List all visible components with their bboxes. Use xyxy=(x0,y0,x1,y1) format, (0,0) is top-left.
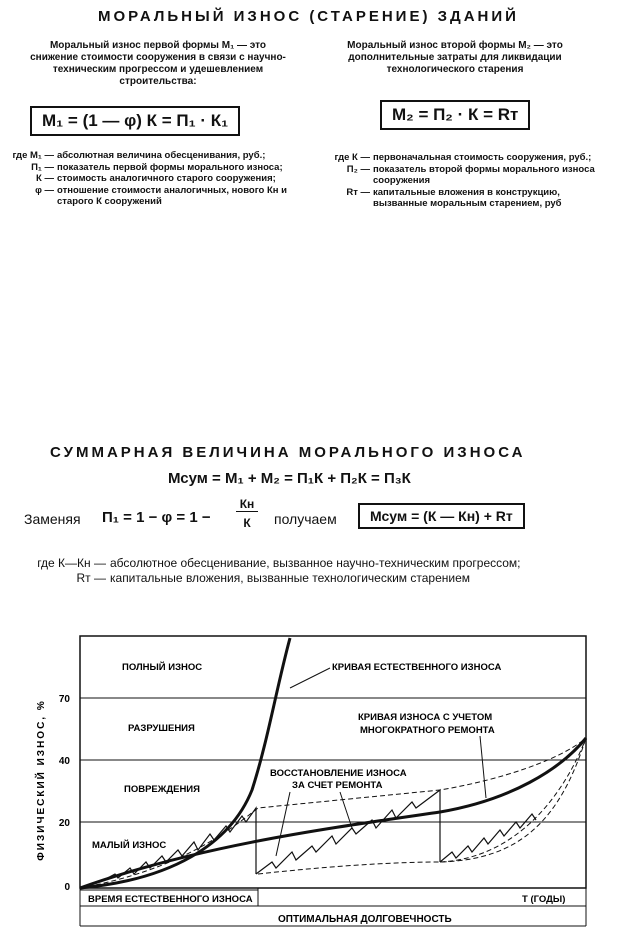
ytick-70: 70 xyxy=(58,694,70,705)
natural-curve-pointer xyxy=(290,668,330,688)
restore-pointer-2 xyxy=(340,792,352,828)
restore-pointer-1 xyxy=(276,792,290,856)
y-axis-label: ФИЗИЧЕСКИЙ ИЗНОС, % xyxy=(36,699,47,861)
legend-text: показатель второй формы морального износа сооружения xyxy=(373,163,595,186)
frac-denominator: К xyxy=(243,516,251,530)
legend-symbol: φ — xyxy=(35,184,54,196)
section2-title: СУММАРНАЯ ВЕЛИЧИНА МОРАЛЬНОГО ИЗНОСА xyxy=(50,444,526,461)
legend-text: первоначальная стоимость сооружения, руб.; xyxy=(373,152,592,163)
sum-formula: Мсум = М₁ + М₂ = П₁К + П₂К = П₃К xyxy=(168,470,411,487)
zone-small: МАЛЫЙ ИЗНОС xyxy=(92,840,167,851)
legend-symbol: П₂ — xyxy=(346,163,370,175)
zone-damage: ПОВРЕЖДЕНИЯ xyxy=(124,784,200,795)
x-axis-label: Т (ГОДЫ) xyxy=(522,894,566,905)
result-formula: Мсум = (К — Кн) + Rт xyxy=(358,503,525,529)
legend-symbol: где К — xyxy=(334,152,370,163)
frac-numerator: Кн xyxy=(236,497,258,512)
left-legend xyxy=(8,150,298,208)
left-formula: М₁ = (1 — φ) К = П₁ · К₁ xyxy=(30,106,240,136)
repair-curve-label-2: МНОГОКРАТНОГО РЕМОНТА xyxy=(360,725,495,736)
legend-text: абсолютная величина обесценивания, руб.; xyxy=(57,150,266,161)
section1-title: МОРАЛЬНЫЙ ИЗНОС (СТАРЕНИЕ) ЗДАНИЙ xyxy=(98,8,519,25)
right-legend xyxy=(322,152,602,210)
left-paragraph: Моральный износ первой формы М₁ — это снижение стоимости сооружения в связи с научно-техническим прогрессом и удешевлением строительства: xyxy=(30,40,286,87)
legend-symbol: К — xyxy=(36,173,54,184)
legend-symbol: Rт — xyxy=(346,186,370,198)
ytick-40: 40 xyxy=(58,756,70,767)
replacing-label: Заменяя xyxy=(24,511,81,527)
legend-symbol: Rт — xyxy=(76,571,106,585)
replace-formula: П₁ = 1 − φ = 1 − xyxy=(102,509,211,526)
legend-symbol: П₁ — xyxy=(31,161,54,173)
legend-text: стоимость аналогичного старого сооружения; xyxy=(57,173,276,184)
right-paragraph: Моральный износ второй формы М₂ — это дополнительные затраты для ликвидации технологического старения xyxy=(347,40,563,75)
repair-curve-label-1: КРИВАЯ ИЗНОСА С УЧЕТОМ xyxy=(358,712,493,723)
legend-symbol: где К—Кн — xyxy=(37,556,106,570)
natural-curve-label: КРИВАЯ ЕСТЕСТВЕННОГО ИЗНОСА xyxy=(332,662,502,673)
zigzag-segment-2 xyxy=(256,790,440,874)
legend-text: показатель первой формы морального износа; xyxy=(57,161,283,173)
wear-chart xyxy=(0,630,619,936)
obtaining-label: получаем xyxy=(274,511,337,527)
restore-label-2: ЗА СЧЕТ РЕМОНТА xyxy=(292,780,383,791)
legend-text: капитальные вложения, вызванные технологическим старением xyxy=(110,571,471,585)
right-formula: М₂ = П₂ · К = Rт xyxy=(380,100,530,130)
envelope-tail xyxy=(440,738,586,862)
zone-destruction: РАЗРУШЕНИЯ xyxy=(128,723,195,734)
legend-symbol: где М₁ — xyxy=(12,150,54,161)
zigzag-segment-3 xyxy=(440,814,536,862)
legend-text: капитальные вложения в конструкцию, вызванные моральным старением, руб xyxy=(373,186,562,209)
legend-text: абсолютное обесценивание, вызванное научно-техническим прогрессом; xyxy=(110,556,521,570)
ytick-0: 0 xyxy=(64,882,70,893)
repair-curve-pointer xyxy=(480,736,486,798)
ytick-20: 20 xyxy=(58,818,70,829)
restore-label-1: ВОССТАНОВЛЕНИЕ ИЗНОСА xyxy=(270,768,407,779)
lower-envelope xyxy=(258,738,586,874)
legend-text: отношение стоимости аналогичных, нового Кн и старого К сооружений xyxy=(57,184,288,207)
section2-legend xyxy=(6,556,606,586)
optimal-label: ОПТИМАЛЬНАЯ ДОЛГОВЕЧНОСТЬ xyxy=(278,914,452,925)
zone-full: ПОЛНЫЙ ИЗНОС xyxy=(122,662,203,673)
time-natural-label: ВРЕМЯ ЕСТЕСТВЕННОГО ИЗНОСА xyxy=(88,894,253,905)
